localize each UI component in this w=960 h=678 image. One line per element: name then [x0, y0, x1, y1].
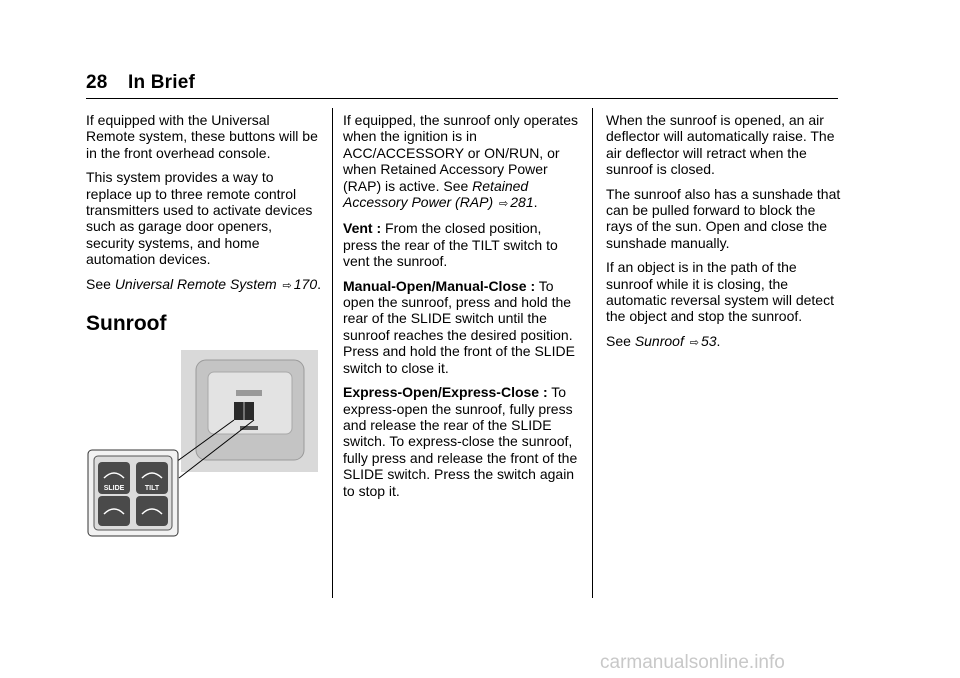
sunroof-switch-figure	[86, 350, 318, 540]
paragraph-text: If equipped, the sunroof only operates when the ignition is in ACC/ACCESSORY or ON/RUN, or when Retained Accessory Power (RAP) is active. See	[343, 112, 579, 194]
see-prefix: See	[606, 332, 635, 349]
reference-page[interactable]: 281	[510, 194, 534, 211]
column-2	[343, 112, 579, 507]
page-header	[86, 72, 195, 94]
see-prefix: See	[86, 275, 115, 292]
column-divider	[332, 108, 333, 598]
reference-page[interactable]: 53	[700, 332, 717, 349]
reference-link[interactable]: Sunroof	[634, 332, 684, 349]
paragraph-text: From the closed position, press the rear of the TILT switch to vent the sunroof.	[343, 220, 558, 270]
page-arrow-icon: ⇨	[499, 198, 509, 211]
header-rule	[86, 98, 838, 99]
tilt-label: TILT	[144, 485, 160, 492]
paragraph-text: To open the sunroof, press and hold the rear of the SLIDE switch until the sunroof reaches the desired position. Press and hold the front of the SLIDE switch to close it.	[343, 277, 575, 376]
paragraph: If equipped with the Universal Remote system, these buttons will be in the front overhead console.	[86, 112, 318, 161]
section-title: In Brief	[128, 72, 196, 93]
paragraph: If an object is in the path of the sunroof while it is closing, the automatic reversal system will detect the object and stop the sunroof.	[606, 259, 834, 325]
paragraph: This system provides a way to replace up to three remote control transmitters used to activate devices such as garage door openers, security systems, and home automation devices.	[86, 169, 313, 268]
paragraph	[343, 220, 579, 269]
page-arrow-icon: ⇨	[282, 279, 292, 292]
paragraph: If equipped, the sunroof only operates when the ignition is in ACC/ACCESSORY or ON/RUN, or when Retained Accessory Power (RAP) is active. See Retained Accessory Power (RAP) ⇨ 281.	[343, 112, 579, 211]
section-heading: Sunroof	[86, 312, 167, 335]
paragraph: When the sunroof is opened, an air deflector will automatically raise. The air deflector will retract when the sunroof is closed.	[606, 112, 835, 178]
term-label: Express-Open/Express-Close :	[343, 384, 548, 401]
slide-rear-button	[98, 496, 130, 526]
see-reference: See Sunroof ⇨ 53.	[606, 332, 721, 349]
paragraph	[343, 384, 579, 499]
reference-link[interactable]: Universal Remote System	[114, 275, 277, 292]
reference-link[interactable]: Retained Accessory Power (RAP)	[343, 177, 529, 211]
slide-label: SLIDE	[103, 485, 125, 492]
page-number: 28	[86, 72, 108, 93]
paragraph	[343, 278, 579, 376]
term-label: Vent :	[343, 220, 382, 237]
tilt-rear-button	[136, 496, 168, 526]
paragraph: The sunroof also has a sunshade that can be pulled forward to block the rays of the sun. Open and close the sunshade manually.	[606, 185, 841, 251]
paragraph-text: To express-open the sunroof, fully press and release the rear of the SLIDE switch. To express-close the sunroof, fully press and release the front of the SLIDE switch. Press the switch again to stop it.	[343, 384, 578, 499]
watermark: carmanualsonline.info	[600, 652, 785, 673]
page-arrow-icon: ⇨	[689, 336, 699, 349]
column-divider	[592, 108, 593, 598]
column-3	[606, 112, 842, 359]
see-reference: See Universal Remote System ⇨ 170.	[86, 275, 321, 292]
term-label: Manual-Open/Manual-Close :	[343, 277, 536, 294]
column-1	[86, 112, 322, 302]
reference-page[interactable]: 170	[293, 275, 318, 292]
